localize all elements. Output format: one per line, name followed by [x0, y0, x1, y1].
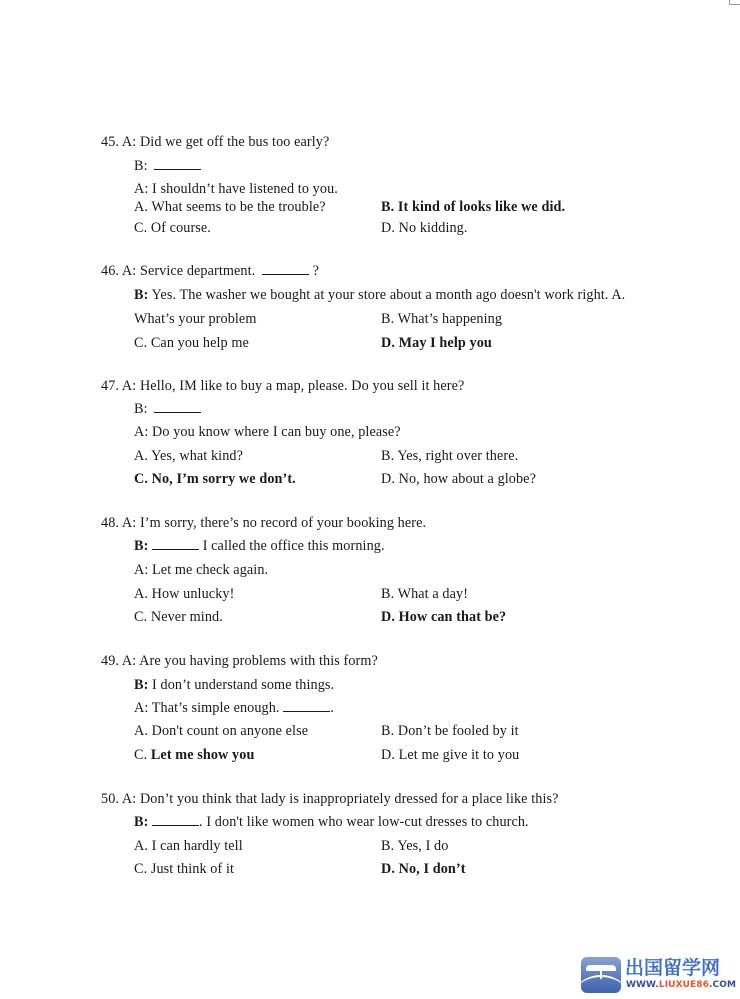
option-c: C. Can you help me: [134, 335, 249, 351]
response-line: [134, 400, 201, 418]
option-d-correct: D. May I help you: [381, 335, 492, 351]
question-prompt: [101, 514, 426, 532]
option-b: B. What’s happening: [381, 311, 503, 327]
question-number: 46.: [101, 263, 120, 279]
option-a: What’s your problem: [134, 311, 257, 327]
option-d: D. Let me give it to you: [381, 747, 520, 763]
question-prompt: [101, 377, 464, 395]
question-number: 49.: [101, 653, 120, 669]
response-line: [134, 286, 625, 304]
question-number: 50.: [101, 791, 120, 807]
response-text: Yes. The washer we bought at your store about a month ago doesn't work right. A.: [148, 287, 626, 303]
watermark-site-name: 出国留学网: [625, 957, 721, 979]
option-a: A. I can hardly tell: [134, 838, 243, 854]
option-c: C. Just think of it: [134, 861, 235, 877]
option-d: D. No kidding.: [381, 220, 468, 236]
option-c-correct: C. No, I’m sorry we don’t.: [134, 471, 296, 487]
prompt-text: A: Service department.: [121, 263, 256, 279]
site-watermark: [581, 957, 739, 993]
question-number: 45.: [101, 134, 120, 150]
response-line: [134, 537, 385, 555]
speaker-label: B:: [134, 677, 149, 693]
option-d-correct: D. No, I don’t: [381, 861, 466, 877]
question-prompt: [101, 790, 559, 808]
url-prefix: WWW.: [626, 980, 659, 990]
option-b: B. Yes, I do: [381, 838, 449, 854]
response-line: [134, 157, 201, 175]
option-a: A. Yes, what kind?: [134, 448, 243, 464]
response-text: I don’t understand some things.: [148, 677, 335, 693]
option-c-prefix: C.: [134, 747, 151, 763]
question-prompt: [101, 652, 378, 670]
option-d: D. No, how about a globe?: [381, 471, 536, 487]
url-suffix: .COM: [709, 980, 737, 990]
followup-line: A: Let me check again.: [134, 562, 269, 578]
prompt-text: A: Did we get off the bus too early?: [121, 134, 330, 150]
option-b-correct: B. It kind of looks like we did.: [381, 199, 566, 215]
answer-blank: [262, 262, 309, 275]
url-highlight: LIUXUE86: [658, 980, 709, 990]
speaker-label: B:: [134, 158, 148, 174]
option-c-text: Let me show you: [150, 747, 255, 763]
question-number: 48.: [101, 515, 120, 531]
page-corner-mark: [729, 0, 740, 5]
answer-blank: [152, 537, 199, 550]
answer-blank: [154, 400, 201, 413]
option-a: A. How unlucky!: [134, 586, 235, 602]
followup-suffix: .: [330, 700, 334, 716]
prompt-suffix: ?: [308, 263, 320, 279]
followup-line: A: I shouldn’t have listened to you.: [134, 181, 338, 197]
answer-blank: [152, 813, 199, 826]
watermark-url: [626, 980, 736, 991]
question-number: 47.: [101, 378, 120, 394]
speaker-label: B:: [134, 401, 148, 417]
followup-text: A: That’s simple enough.: [134, 700, 280, 716]
option-c: C. Never mind.: [134, 609, 223, 625]
answer-blank: [154, 157, 201, 170]
response-text: I called the office this morning.: [199, 538, 385, 554]
response-line: [134, 813, 529, 831]
response-text: . I don't like women who wear low-cut dresses to church.: [199, 814, 529, 830]
option-d-correct: D. How can that be?: [381, 609, 507, 625]
option-a: A. Don't count on anyone else: [134, 723, 309, 739]
followup-line: A: Do you know where I can buy one, please?: [134, 424, 401, 440]
followup-line: [134, 699, 334, 717]
prompt-text: A: I’m sorry, there’s no record of your booking here.: [121, 515, 427, 531]
speaker-label: B:: [134, 538, 149, 554]
option-b: B. Don’t be fooled by it: [381, 723, 519, 739]
response-line: [134, 676, 334, 694]
option-c-correct: [134, 746, 254, 764]
option-a: A. What seems to be the trouble?: [134, 199, 326, 215]
option-b: B. What a day!: [381, 586, 469, 602]
question-prompt: [101, 262, 319, 280]
prompt-text: A: Are you having problems with this form?: [121, 653, 378, 669]
graduation-cap-logo-icon: [581, 957, 621, 993]
prompt-text: A: Hello, IM like to buy a map, please. Do you sell it here?: [121, 378, 465, 394]
option-b: B. Yes, right over there.: [381, 448, 519, 464]
speaker-label: B:: [134, 287, 149, 303]
speaker-label: B:: [134, 814, 149, 830]
question-prompt: [101, 133, 329, 151]
prompt-text: A: Don’t you think that lady is inappropriately dressed for a place like this?: [121, 791, 559, 807]
option-c: C. Of course.: [134, 220, 211, 236]
answer-blank: [283, 699, 330, 712]
